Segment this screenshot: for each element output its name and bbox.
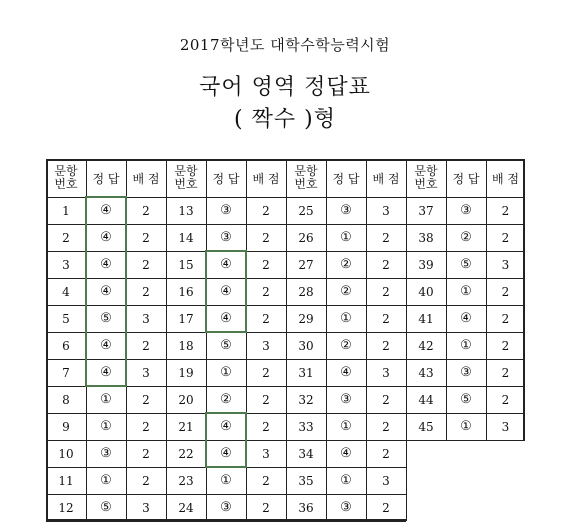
answer-cell: ③ <box>340 203 352 218</box>
grid-line <box>126 159 127 521</box>
question-number: 18 <box>178 338 194 353</box>
grid-line <box>46 519 406 521</box>
points-cell: 2 <box>142 338 150 353</box>
answer-cell: ① <box>100 473 112 488</box>
header-points: 배 점 <box>492 171 519 186</box>
points-cell: 2 <box>262 365 270 380</box>
points-cell: 3 <box>382 473 390 488</box>
points-cell: 2 <box>501 338 510 353</box>
points-cell: 2 <box>142 419 150 434</box>
points-cell: 2 <box>382 419 390 434</box>
points-cell: 2 <box>142 392 150 407</box>
question-number: 32 <box>298 392 314 407</box>
points-cell: 3 <box>142 500 150 515</box>
points-cell: 2 <box>382 446 390 461</box>
points-cell: 2 <box>501 284 510 299</box>
answer-cell: ④ <box>340 446 352 461</box>
answer-cell: ③ <box>220 203 232 218</box>
points-cell: 2 <box>382 230 390 245</box>
header-number-line2: 번호 <box>414 177 438 191</box>
points-cell: 2 <box>382 338 390 353</box>
question-number: 24 <box>178 500 194 515</box>
question-number: 38 <box>418 230 434 245</box>
points-cell: 2 <box>382 500 390 515</box>
answer-cell: ⑤ <box>100 311 112 326</box>
grid-line <box>46 467 406 468</box>
points-cell: 2 <box>382 257 390 272</box>
points-cell: 2 <box>142 446 150 461</box>
answer-cell: ① <box>460 284 472 299</box>
points-cell: 3 <box>262 338 270 353</box>
question-number: 39 <box>418 257 434 272</box>
points-cell: 3 <box>501 257 510 272</box>
header-number <box>46 159 86 197</box>
header-answer: 정 답 <box>452 171 480 186</box>
question-number: 22 <box>178 446 194 461</box>
question-number: 9 <box>62 419 70 434</box>
grid-line <box>286 159 287 521</box>
answer-cell: ⑤ <box>220 338 232 353</box>
header-number <box>286 159 326 197</box>
question-number: 16 <box>178 284 194 299</box>
question-number: 12 <box>58 500 74 515</box>
answer-cell: ⑤ <box>100 500 112 515</box>
header-answer: 정 답 <box>332 171 360 186</box>
question-number: 15 <box>178 257 194 272</box>
form-type-label: ( 짝수 )형 <box>234 107 336 132</box>
question-number: 41 <box>418 311 434 326</box>
answer-cell: ① <box>220 365 232 380</box>
answer-cell: ⑤ <box>460 257 472 272</box>
grid-line <box>406 159 407 521</box>
answer-cell: ② <box>340 284 352 299</box>
answer-cell: ② <box>340 257 352 272</box>
answer-cell: ① <box>460 419 472 434</box>
points-cell: 2 <box>262 311 270 326</box>
grid-line <box>46 521 406 522</box>
question-number: 4 <box>62 284 70 299</box>
answer-cell: ④ <box>220 419 232 434</box>
header-number-line1: 문항 <box>174 164 198 178</box>
grid-line <box>246 159 247 521</box>
grid-line <box>46 159 48 521</box>
question-number: 28 <box>298 284 314 299</box>
answer-cell: ② <box>340 338 352 353</box>
answer-cell: ③ <box>340 392 352 407</box>
answer-key-table <box>46 159 525 521</box>
answer-cell: ③ <box>340 500 352 515</box>
answer-cell: ③ <box>100 446 112 461</box>
answer-cell: ④ <box>220 311 232 326</box>
question-number: 13 <box>178 203 194 218</box>
grid-line <box>166 159 167 521</box>
answer-cell: ⑤ <box>460 392 472 407</box>
question-number: 42 <box>418 338 434 353</box>
question-number: 44 <box>418 392 434 407</box>
header-number-line2: 번호 <box>54 177 78 191</box>
points-cell: 2 <box>501 311 510 326</box>
header-points: 배 점 <box>252 171 280 186</box>
answer-cell: ① <box>220 473 232 488</box>
points-cell: 2 <box>262 203 270 218</box>
grid-line <box>326 159 327 521</box>
points-cell: 2 <box>142 203 150 218</box>
question-number: 23 <box>178 473 194 488</box>
question-number: 14 <box>178 230 194 245</box>
question-number: 29 <box>298 311 314 326</box>
points-cell: 2 <box>262 500 270 515</box>
answer-cell: ① <box>340 473 352 488</box>
answer-cell: ④ <box>460 311 472 326</box>
grid-line <box>46 494 406 495</box>
question-number: 21 <box>178 419 194 434</box>
header-number-line2: 번호 <box>294 177 318 191</box>
answer-cell: ② <box>220 392 232 407</box>
answer-cell: ④ <box>340 365 352 380</box>
points-cell: 2 <box>382 311 390 326</box>
header-number <box>166 159 206 197</box>
question-number: 27 <box>298 257 314 272</box>
points-cell: 2 <box>262 230 270 245</box>
answer-cell: ① <box>340 311 352 326</box>
answer-cell: ① <box>340 230 352 245</box>
question-number: 10 <box>58 446 74 461</box>
question-number: 3 <box>62 257 70 272</box>
points-cell: 3 <box>262 446 270 461</box>
answer-cell: ② <box>460 230 472 245</box>
grid-line <box>486 159 487 441</box>
points-cell: 2 <box>501 230 510 245</box>
points-cell: 3 <box>142 311 150 326</box>
grid-line <box>366 159 367 521</box>
question-number: 43 <box>418 365 434 380</box>
answer-cell: ① <box>460 338 472 353</box>
answer-cell: ④ <box>100 284 112 299</box>
question-number: 31 <box>298 365 314 380</box>
question-number: 6 <box>62 338 70 353</box>
points-cell: 2 <box>262 284 270 299</box>
header-answer: 정 답 <box>92 171 120 186</box>
question-number: 33 <box>298 419 314 434</box>
exam-title: 2017학년도 대학수학능력시험 <box>179 36 391 54</box>
points-cell: 2 <box>501 365 510 380</box>
answer-cell: ① <box>340 419 352 434</box>
grid-line <box>446 159 447 441</box>
header-answer: 정 답 <box>212 171 240 186</box>
question-number: 45 <box>418 419 434 434</box>
points-cell: 2 <box>142 257 150 272</box>
question-number: 8 <box>62 392 70 407</box>
points-cell: 2 <box>262 419 270 434</box>
question-number: 34 <box>298 446 314 461</box>
grid-line <box>206 159 207 521</box>
points-cell: 2 <box>501 392 510 407</box>
grid-line <box>523 159 525 441</box>
question-number: 35 <box>298 473 314 488</box>
answer-cell: ③ <box>460 365 472 380</box>
question-number: 2 <box>62 230 70 245</box>
answer-cell: ④ <box>100 203 112 218</box>
answer-cell: ④ <box>220 446 232 461</box>
points-cell: 2 <box>142 284 150 299</box>
answer-cell: ① <box>100 392 112 407</box>
question-number: 40 <box>418 284 434 299</box>
question-number: 20 <box>178 392 194 407</box>
question-number: 5 <box>62 311 70 326</box>
answer-cell: ④ <box>220 257 232 272</box>
points-cell: 2 <box>382 392 390 407</box>
question-number: 26 <box>298 230 314 245</box>
answer-cell: ④ <box>100 338 112 353</box>
answer-cell: ③ <box>220 500 232 515</box>
answer-cell: ④ <box>220 284 232 299</box>
points-cell: 2 <box>142 230 150 245</box>
points-cell: 2 <box>262 392 270 407</box>
question-number: 11 <box>58 473 74 488</box>
question-number: 17 <box>178 311 194 326</box>
question-number: 30 <box>298 338 314 353</box>
answer-cell: ③ <box>220 230 232 245</box>
header-number-line1: 문항 <box>54 164 78 178</box>
question-number: 36 <box>298 500 314 515</box>
points-cell: 3 <box>382 365 390 380</box>
points-cell: 2 <box>262 473 270 488</box>
answer-cell: ④ <box>100 230 112 245</box>
points-cell: 2 <box>262 257 270 272</box>
question-number: 19 <box>178 365 194 380</box>
question-number: 1 <box>62 203 70 218</box>
header-number-line1: 문항 <box>414 164 438 178</box>
question-number: 7 <box>62 365 70 380</box>
question-number: 37 <box>418 203 434 218</box>
header-number-line2: 번호 <box>174 177 198 191</box>
answer-cell: ④ <box>100 257 112 272</box>
points-cell: 3 <box>142 365 150 380</box>
answer-cell: ① <box>100 419 112 434</box>
points-cell: 2 <box>382 284 390 299</box>
answer-cell: ④ <box>100 365 112 380</box>
header-number-line1: 문항 <box>294 164 318 178</box>
points-cell: 2 <box>142 473 150 488</box>
grid-line <box>86 159 87 521</box>
question-number: 25 <box>298 203 314 218</box>
points-cell: 3 <box>501 419 510 434</box>
answer-cell: ③ <box>460 203 472 218</box>
points-cell: 3 <box>382 203 390 218</box>
sheet-title: 국어 영역 정답표 <box>199 75 371 100</box>
header-number <box>406 159 446 197</box>
header-points: 배 점 <box>372 171 400 186</box>
points-cell: 2 <box>501 203 510 218</box>
header-points: 배 점 <box>132 171 160 186</box>
